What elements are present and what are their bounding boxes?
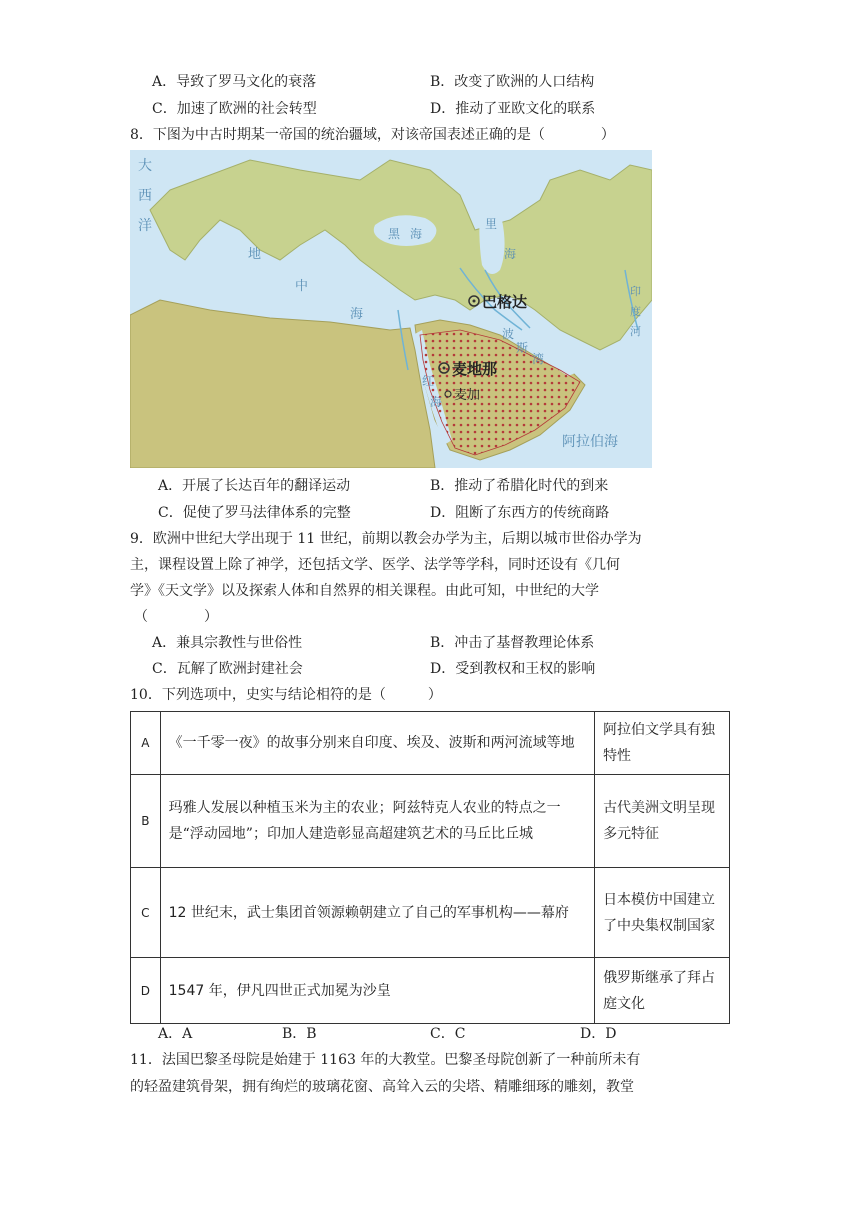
map-label-atlantic-3: 洋 xyxy=(138,218,152,234)
q9-stem-line3: 学》《天文学》以及探索人体和自然界的相关课程。由此可知，中世纪的大学 xyxy=(130,583,599,599)
table-row-conclusion: 俄罗斯继承了拜占庭文化 xyxy=(595,958,730,1024)
table-row-fact: 12 世纪末，武士集团首领源赖朝建立了自己的军事机构——幕府 xyxy=(160,868,594,958)
map-label-mecca: 麦加 xyxy=(454,388,481,403)
table-row-key: C xyxy=(131,868,161,958)
map-label-baghdad: 巴格达 xyxy=(482,293,528,311)
table-row xyxy=(131,775,730,868)
comparison-table xyxy=(130,711,730,1024)
q9-stem-line4: （ ） xyxy=(134,609,218,625)
q10-option-d: D．D xyxy=(580,1026,617,1042)
map-label-red-1: 红 xyxy=(422,374,435,388)
map-label-arabian-sea: 阿拉伯海 xyxy=(562,434,618,450)
map-label-atlantic-2: 西 xyxy=(138,188,152,204)
map-label-persian-1: 波 xyxy=(502,327,515,341)
q10-option-c: C．C xyxy=(430,1026,466,1042)
q8-option-b: B．推动了希腊化时代的到来 xyxy=(430,478,609,494)
table-row-key: D xyxy=(131,958,161,1024)
map-label-indus-1: 印 xyxy=(630,285,641,298)
map-label-black-1: 黑 xyxy=(388,227,401,241)
map-label-indus-3: 河 xyxy=(630,325,641,338)
q11-stem-line1: 11．法国巴黎圣母院是始建于 1163 年的大教堂。巴黎圣母院创新了一种前所未有 xyxy=(130,1052,641,1068)
table-row-key: A xyxy=(131,712,161,775)
table-row-conclusion: 古代美洲文明呈现多元特征 xyxy=(595,775,730,868)
q9-option-d: D．受到教权和王权的影响 xyxy=(430,661,596,677)
q10-option-b: B．B xyxy=(282,1026,317,1042)
q9-option-a: A．兼具宗教性与世俗性 xyxy=(152,635,303,651)
map-label-med-2: 中 xyxy=(295,279,309,294)
q9-stem-line1: 9．欧洲中世纪大学出现于 11 世纪，前期以教会办学为主，后期以城市世俗办学为 xyxy=(130,531,642,547)
map-label-medina: 麦地那 xyxy=(452,360,498,378)
q7-option-d: D．推动了亚欧文化的联系 xyxy=(430,101,596,117)
table-row-fact: 1547 年，伊凡四世正式加冕为沙皇 xyxy=(160,958,594,1024)
map-label-persian-3: 湾 xyxy=(532,352,545,366)
table-row-conclusion: 日本模仿中国建立了中央集权制国家 xyxy=(595,868,730,958)
table-row xyxy=(131,868,730,958)
q11-stem-line2: 的轻盈建筑骨架，拥有绚烂的玻璃花窗、高耸入云的尖塔、精雕细琢的雕刻，教堂 xyxy=(130,1079,634,1095)
table-row-conclusion: 阿拉伯文学具有独特性 xyxy=(595,712,730,775)
q8-option-d: D．阻断了东西方的传统商路 xyxy=(430,505,610,521)
q10-option-a: A．A xyxy=(158,1026,193,1042)
q9-option-c: C．瓦解了欧洲封建社会 xyxy=(152,661,303,677)
map-label-caspian-2: 海 xyxy=(504,247,517,261)
q8-stem: 8．下图为中古时期某一帝国的统治疆域，对该帝国表述正确的是（ ） xyxy=(130,127,615,143)
q7-option-a: A．导致了罗马文化的衰落 xyxy=(152,74,317,90)
q10-stem: 10．下列选项中，史实与结论相符的是（ ） xyxy=(130,687,442,703)
q9-option-b: B．冲击了基督教理论体系 xyxy=(430,635,595,651)
table-row-key: B xyxy=(131,775,161,868)
map-label-black-2: 海 xyxy=(410,227,423,241)
empire-map xyxy=(130,150,652,468)
map-label-med-1: 地 xyxy=(248,247,262,262)
map-label-indus-2: 度 xyxy=(630,305,641,318)
table-row-fact: 玛雅人发展以种植玉米为主的农业；阿兹特克人农业的特点之一是“浮动园地”；印加人建造彰显高超建筑艺术的马丘比丘城 xyxy=(160,775,594,868)
map-label-caspian-1: 里 xyxy=(485,217,498,231)
map-label-med-3: 海 xyxy=(350,307,364,322)
q7-option-c: C．加速了欧洲的社会转型 xyxy=(152,101,317,117)
q8-option-a: A．开展了长达百年的翻译运动 xyxy=(158,478,351,494)
map-label-red-2: 海 xyxy=(430,395,443,409)
map-label-atlantic-1: 大 xyxy=(138,158,152,174)
table-row xyxy=(131,712,730,775)
q7-option-b: B．改变了欧洲的人口结构 xyxy=(430,74,595,90)
map-label-persian-2: 斯 xyxy=(516,341,529,355)
q9-stem-line2: 主，课程设置上除了神学，还包括文学、医学、法学等学科，同时还设有《几何 xyxy=(130,557,620,573)
q8-option-c: C．促使了罗马法律体系的完整 xyxy=(158,505,351,521)
table-row-fact: 《一千零一夜》的故事分别来自印度、埃及、波斯和两河流域等地 xyxy=(160,712,594,775)
table-row xyxy=(131,958,730,1024)
